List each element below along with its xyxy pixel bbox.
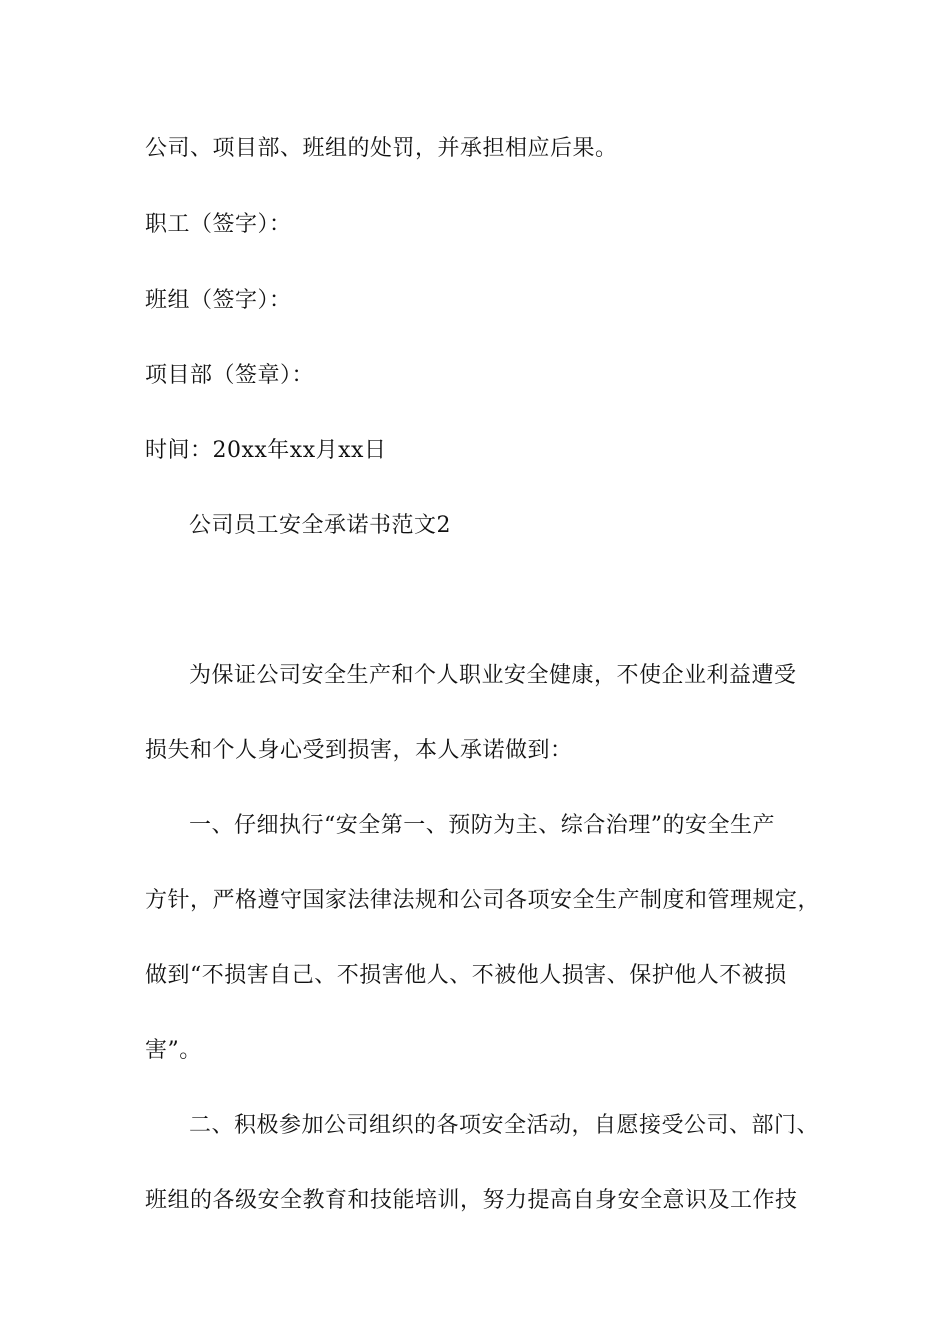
paragraph-2-line-1: 二、积极参加公司组织的各项安全活动，自愿接受公司、部门、 [189, 1113, 820, 1138]
team-signature-line: 班组（签字）： [145, 288, 292, 313]
text-line-penalty: 公司、项目部、班组的处罚，并承担相应后果。 [145, 136, 618, 161]
date-line: 时间：20xx年xx月xx日 [145, 438, 387, 463]
paragraph-1-line-1: 一、仔细执行“安全第一、预防为主、综合治理”的安全生产 [189, 813, 775, 838]
employee-signature-line: 职工（签字）： [145, 212, 292, 237]
paragraph-intro-line-2: 损失和个人身心受到损害，本人承诺做到： [145, 738, 573, 763]
paragraph-2-line-2: 班组的各级安全教育和技能培训，努力提高自身安全意识及工作技 [145, 1188, 798, 1213]
paragraph-intro-line-1: 为保证公司安全生产和个人职业安全健康，不使企业利益遭受 [189, 663, 797, 688]
paragraph-1-line-3: 做到“不损害自己、不损害他人、不被他人损害、保护他人不被损 [145, 963, 787, 988]
project-seal-line: 项目部（签章）： [145, 363, 315, 388]
section-title: 公司员工安全承诺书范文2 [189, 513, 451, 538]
paragraph-1-line-2: 方针，严格遵守国家法律法规和公司各项安全生产制度和管理规定， [145, 888, 821, 913]
paragraph-1-line-4: 害”。 [145, 1038, 202, 1063]
